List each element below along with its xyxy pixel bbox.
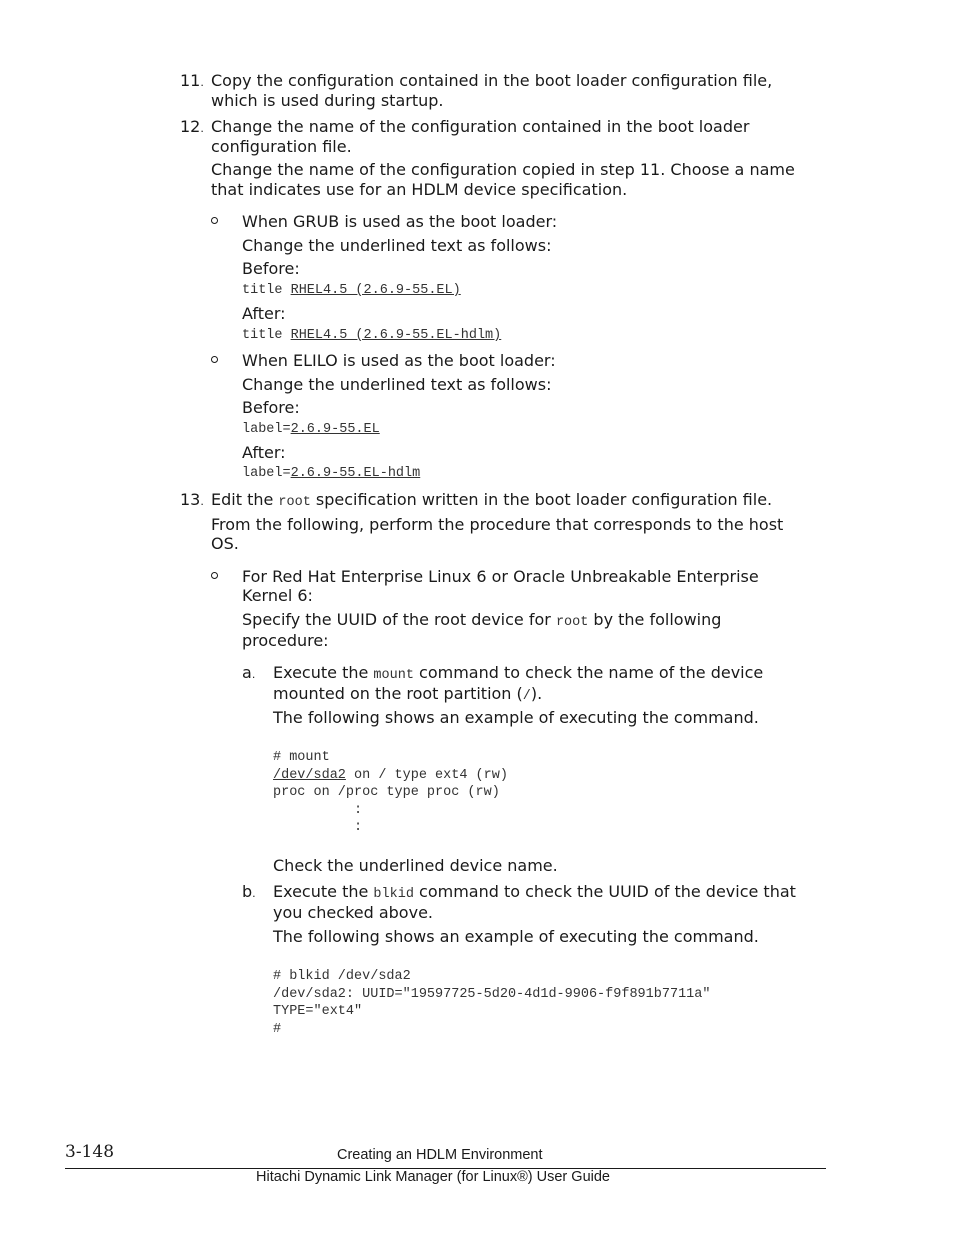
substep-a-line1: Execute the mount command to check the name of the device [273, 663, 764, 683]
inline-code-slash: / [522, 689, 531, 704]
grub-before-underlined: RHEL4.5 (2.6.9-55.EL) [290, 283, 461, 298]
grub-after-code: title RHEL4.5 (2.6.9-55.EL-hdlm) [242, 328, 502, 343]
mount-device-underlined: /dev/sda2 [273, 767, 346, 783]
substep-label-a: a. [242, 663, 256, 682]
grub-before-code: title RHEL4.5 (2.6.9-55.EL) [242, 283, 461, 298]
grub-instruction: Change the underlined text as follows: [242, 236, 552, 255]
footer-chapter-title: Creating an HDLM Environment [337, 1147, 543, 1163]
grub-heading: When GRUB is used as the boot loader: [242, 212, 558, 231]
step13-para-line2: OS. [211, 534, 239, 553]
elilo-before-label: Before: [242, 398, 300, 417]
substep-label-b: b. [242, 882, 256, 901]
mount-code-block: # mount /dev/sda2 on / type ext4 (rw) proc on /proc type proc (rw) : : [273, 750, 508, 835]
step13-para-line1: From the following, perform the procedure that corresponds to the host [211, 515, 784, 534]
elilo-before-underlined: 2.6.9-55.EL [290, 422, 380, 437]
page-number: 3-148 [65, 1142, 115, 1162]
inline-code-root: root [278, 495, 311, 510]
step11-text-line1: Copy the configuration contained in the boot loader configuration file, [211, 71, 773, 90]
step12-para-line2: that indicates use for an HDLM device specification. [211, 180, 628, 199]
step-number-11: 11. [180, 71, 204, 90]
substep-a-line2: mounted on the root partition (/). [273, 684, 543, 704]
rhel-heading-line1: For Red Hat Enterprise Linux 6 or Oracle Unbreakable Enterprise [242, 567, 759, 586]
elilo-after-underlined: 2.6.9-55.EL-hdlm [290, 466, 421, 481]
bullet-grub [211, 217, 218, 224]
step12-para-line1: Change the name of the configuration copied in step 11. Choose a name [211, 160, 795, 179]
step13-text-line1: Edit the root specification written in the boot loader configuration file. [211, 490, 773, 510]
inline-code-mount: mount [373, 668, 414, 683]
elilo-after-label: After: [242, 443, 286, 462]
step-number-12: 12. [180, 117, 204, 136]
step-number-13: 13. [180, 490, 204, 509]
bullet-rhel [211, 572, 218, 579]
substep-a-check-text: Check the underlined device name. [273, 856, 558, 875]
elilo-before-code: label=2.6.9-55.EL [242, 422, 380, 437]
grub-before-label: Before: [242, 259, 300, 278]
step12-text-line1: Change the name of the configuration contained in the boot loader [211, 117, 750, 136]
substep-b-line2: you checked above. [273, 903, 433, 922]
bullet-elilo [211, 356, 218, 363]
step12-text-line2: configuration file. [211, 137, 352, 156]
grub-after-underlined: RHEL4.5 (2.6.9-55.EL-hdlm) [290, 328, 502, 343]
substep-b-example-text: The following shows an example of executing the command. [273, 927, 759, 946]
elilo-instruction: Change the underlined text as follows: [242, 375, 552, 394]
inline-code-root: root [555, 615, 589, 630]
rhel-spec-line2: procedure: [242, 631, 329, 650]
rhel-spec-line1: Specify the UUID of the root device for root by the following [242, 610, 722, 630]
elilo-after-code: label=2.6.9-55.EL-hdlm [242, 466, 421, 481]
grub-after-label: After: [242, 304, 286, 323]
blkid-code-block: # blkid /dev/sda2 /dev/sda2: UUID="19597725-5d20-4d1d-9906-f9f891b7711a" TYPE="ext4" # [273, 969, 711, 1037]
inline-code-blkid: blkid [373, 887, 414, 902]
elilo-heading: When ELILO is used as the boot loader: [242, 351, 556, 370]
footer-guide-title: Hitachi Dynamic Link Manager (for Linux®) User Guide [256, 1169, 610, 1185]
step11-text-line2: which is used during startup. [211, 91, 444, 110]
substep-a-example-text: The following shows an example of executing the command. [273, 708, 759, 727]
substep-b-line1: Execute the blkid command to check the UUID of the device that [273, 882, 796, 902]
rhel-heading-line2: Kernel 6: [242, 586, 313, 605]
